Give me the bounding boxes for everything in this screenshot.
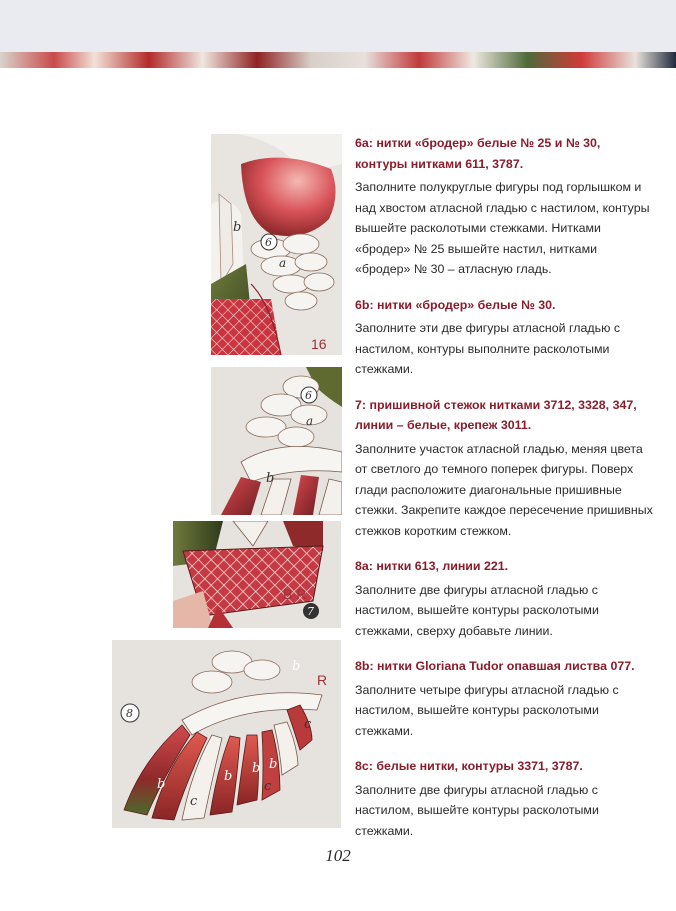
section-heading: 6a: нитки «бродер» белые № 25 и № 30, контуры нитками 611, 3787.	[355, 136, 601, 171]
section-8a	[355, 556, 655, 641]
embroidery-photo-6b	[211, 367, 342, 515]
stitched-text: 16	[311, 336, 327, 352]
label-a: a	[306, 414, 314, 428]
label-b: b	[157, 777, 166, 792]
page-number: 102	[325, 846, 351, 865]
section-body: Заполните две фигуры атласной гладью с настилом, вышейте контуры расколотыми стежками.	[355, 782, 599, 838]
section-6a	[355, 133, 655, 280]
section-heading: 8b: нитки Gloriana Tudor опавшая листва 077.	[355, 659, 635, 673]
stitched-text: R	[317, 672, 328, 688]
label-8: 8	[126, 707, 133, 720]
label-c: c	[304, 717, 312, 732]
embroidery-photo-7	[173, 521, 341, 628]
label-b: b	[292, 659, 301, 674]
embroidery-photo-8	[112, 640, 341, 828]
section-7	[355, 395, 655, 542]
section-8c	[355, 756, 655, 841]
section-body: Заполните полукруглые фигуры под горлышком и над хвостом атласной гладью с настилом, контуры вышейте расколотыми стежками. Нитками «бродер» № 25 вышейте настил, нитками «бродер» № 30 – атласную гладь.	[355, 180, 650, 276]
label-c: c	[264, 779, 272, 794]
section-body: Заполните эти две фигуры атласной гладью с настилом, контуры выполните расколотыми стежками.	[355, 321, 621, 376]
label-b: b	[233, 220, 242, 235]
label-c: c	[190, 794, 198, 809]
label-a: a	[279, 256, 287, 270]
section-body: Заполните две фигуры атласной гладью с настилом, вышейте контуры расколотыми стежками, сверху добавьте линии.	[355, 582, 599, 638]
section-8b	[355, 656, 655, 741]
label-b: b	[224, 769, 233, 784]
section-6b	[355, 295, 655, 380]
label-7: 7	[307, 605, 314, 618]
embroidery-photo-6a	[211, 134, 342, 355]
embroidery-banner-image	[0, 52, 676, 68]
section-body: Заполните участок атласной гладью, меняя цвета от светлого до темного поперек фигуры. Поверх глади расположите диагональные пришивные стежки. Закрепите каждое пересечение пришивных стежков коротким стежком.	[355, 441, 653, 538]
section-heading: 6b: нитки «бродер» белые № 30.	[355, 297, 556, 312]
section-heading: 8c: белые нитки, контуры 3371, 3787.	[355, 759, 583, 773]
label-6: 6	[265, 236, 272, 249]
section-heading: 7: пришивной стежок нитками 3712, 3328, 347, линии – белые, крепеж 3011.	[355, 397, 637, 432]
label-b: b	[252, 761, 261, 776]
top-strip	[0, 0, 676, 52]
instructions-column	[355, 133, 655, 856]
stitched-text: B R	[283, 586, 307, 602]
section-body: Заполните четыре фигуры атласной гладью с настилом, вышейте контуры расколотыми стежками.	[355, 682, 619, 738]
label-b: b	[269, 757, 278, 772]
section-heading: 8a: нитки 613, линии 221.	[355, 559, 509, 573]
label-6: 6	[305, 389, 312, 402]
label-b: b	[266, 471, 275, 486]
